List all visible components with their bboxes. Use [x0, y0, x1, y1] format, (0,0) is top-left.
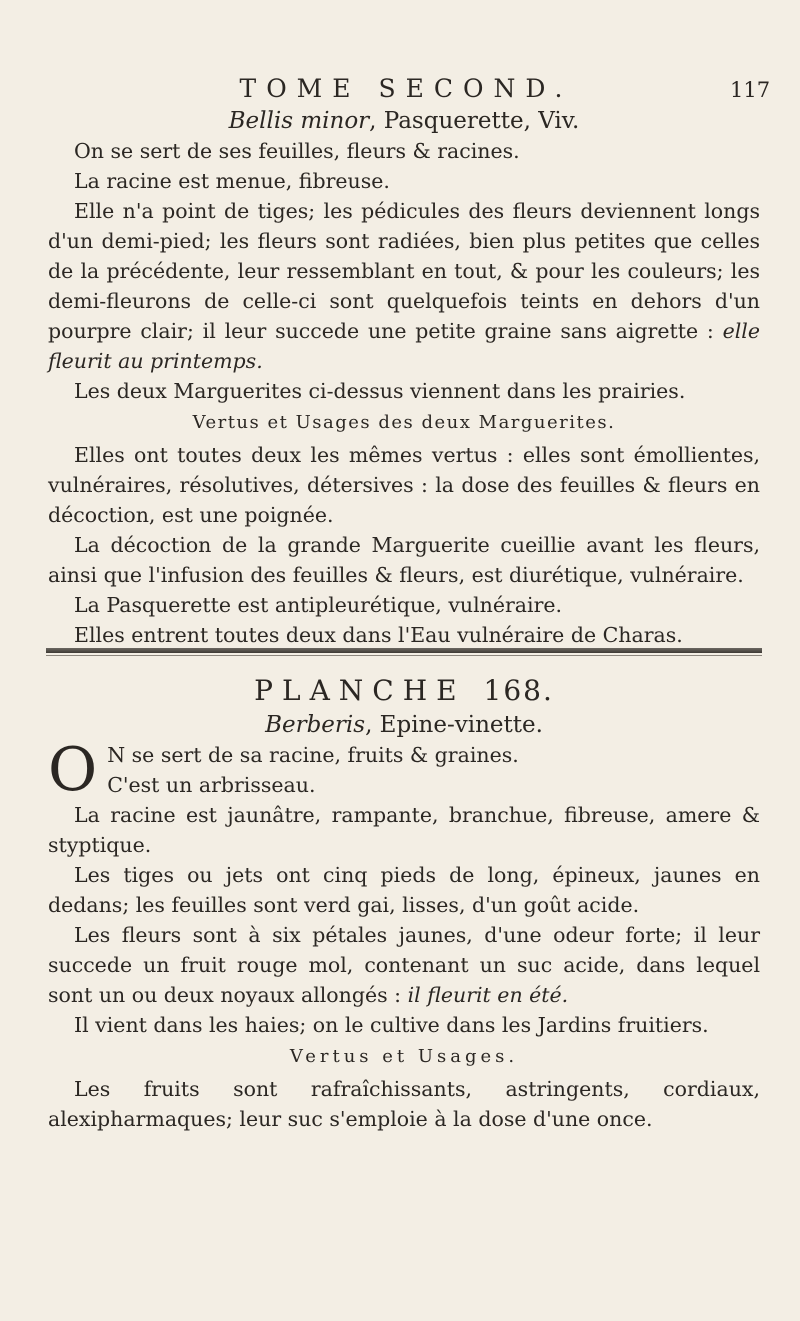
paragraph: C'est un arbrisseau. [107, 773, 316, 797]
opening [48, 735, 760, 805]
running-head: TOME SECOND. [239, 74, 573, 103]
paragraph: La décoction de la grande Marguerite cueillie avant les fleurs, ainsi que l'infusion des feuilles & fleurs, est diurétique, vulnéraire. [48, 533, 760, 587]
paragraph: Les tiges ou jets ont cinq pieds de long, épineux, jaunes en dedans; les feuilles sont verd gai, lisses, d'un goût acide. [48, 863, 760, 917]
paragraph: La racine est menue, fibreuse. [74, 169, 390, 193]
paragraph: N se sert de sa racine, fruits & graines. [107, 743, 519, 767]
paragraph: Il vient dans les haies; on le cultive dans les Jardins fruitiers. [74, 1013, 709, 1037]
drop-cap: O [48, 735, 98, 805]
title-latin: Berberis [265, 712, 366, 738]
section-divider [46, 648, 762, 653]
planche-number: 168. [483, 674, 554, 707]
paragraph: Elles entrent toutes deux dans l'Eau vulnéraire de Charas. [74, 623, 683, 647]
page-number: 117 [730, 78, 771, 102]
section-berberis [48, 676, 760, 1134]
paragraph: La Pasquerette est antipleurétique, vulnéraire. [74, 593, 563, 617]
paragraph-text: Les fleurs sont à six pétales jaunes, d'une odeur forte; il leur succede un fruit rouge mol, contenant un suc acide, dans lequel sont un ou deux noyaux allongés : [48, 923, 760, 1007]
flowering-note: il fleurit en été. [407, 983, 569, 1007]
flowering-note: elle fleurit au printemps. [48, 319, 760, 373]
virtues-heading: Vertus et Usages des deux Marguerites. [192, 412, 616, 433]
paragraph: Les fruits sont rafraîchissants, astringents, cordiaux, alexipharmaques; leur suc s'emploie à la dose d'une once. [48, 1077, 760, 1131]
paragraph-text: Elle n'a point de tiges; les pédicules des fleurs deviennent longs d'un demi-pied; les fleurs sont radiées, bien plus petites que celles de la précédente, leur ressemblant en tout, & pour les couleurs; les demi-fleurons de celle-ci sont quelquefois teints en dehors d'un pourpre clair; il leur succede une petite graine sans aigrette : [48, 199, 760, 343]
paragraph: On se sert de ses feuilles, fleurs & racines. [74, 139, 520, 163]
section-title [48, 710, 760, 740]
paragraph: Les deux Marguerites ci-dessus viennent dans les prairies. [74, 379, 686, 403]
planche-label: PLANCHE [254, 674, 466, 707]
planche-heading [48, 676, 760, 706]
section-title [48, 106, 760, 136]
title-french: , Epine-vinette. [365, 712, 543, 738]
paragraph: La racine est jaunâtre, rampante, branchue, fibreuse, amere & styptique. [48, 803, 760, 857]
title-french: , Pasquerette, Viv. [369, 108, 580, 134]
paragraph [48, 196, 760, 376]
section-bellis [48, 106, 760, 650]
title-latin: Bellis minor [228, 108, 370, 134]
paragraph: Elles ont toutes deux les mêmes vertus : elles sont émollientes, vulnéraires, résolutives, détersives : la dose des feuilles & fleurs en décoction, est une poignée. [48, 443, 760, 527]
paragraph [48, 920, 760, 1010]
section-divider-thin [46, 655, 762, 656]
virtues-heading: Vertus et Usages. [289, 1046, 519, 1067]
